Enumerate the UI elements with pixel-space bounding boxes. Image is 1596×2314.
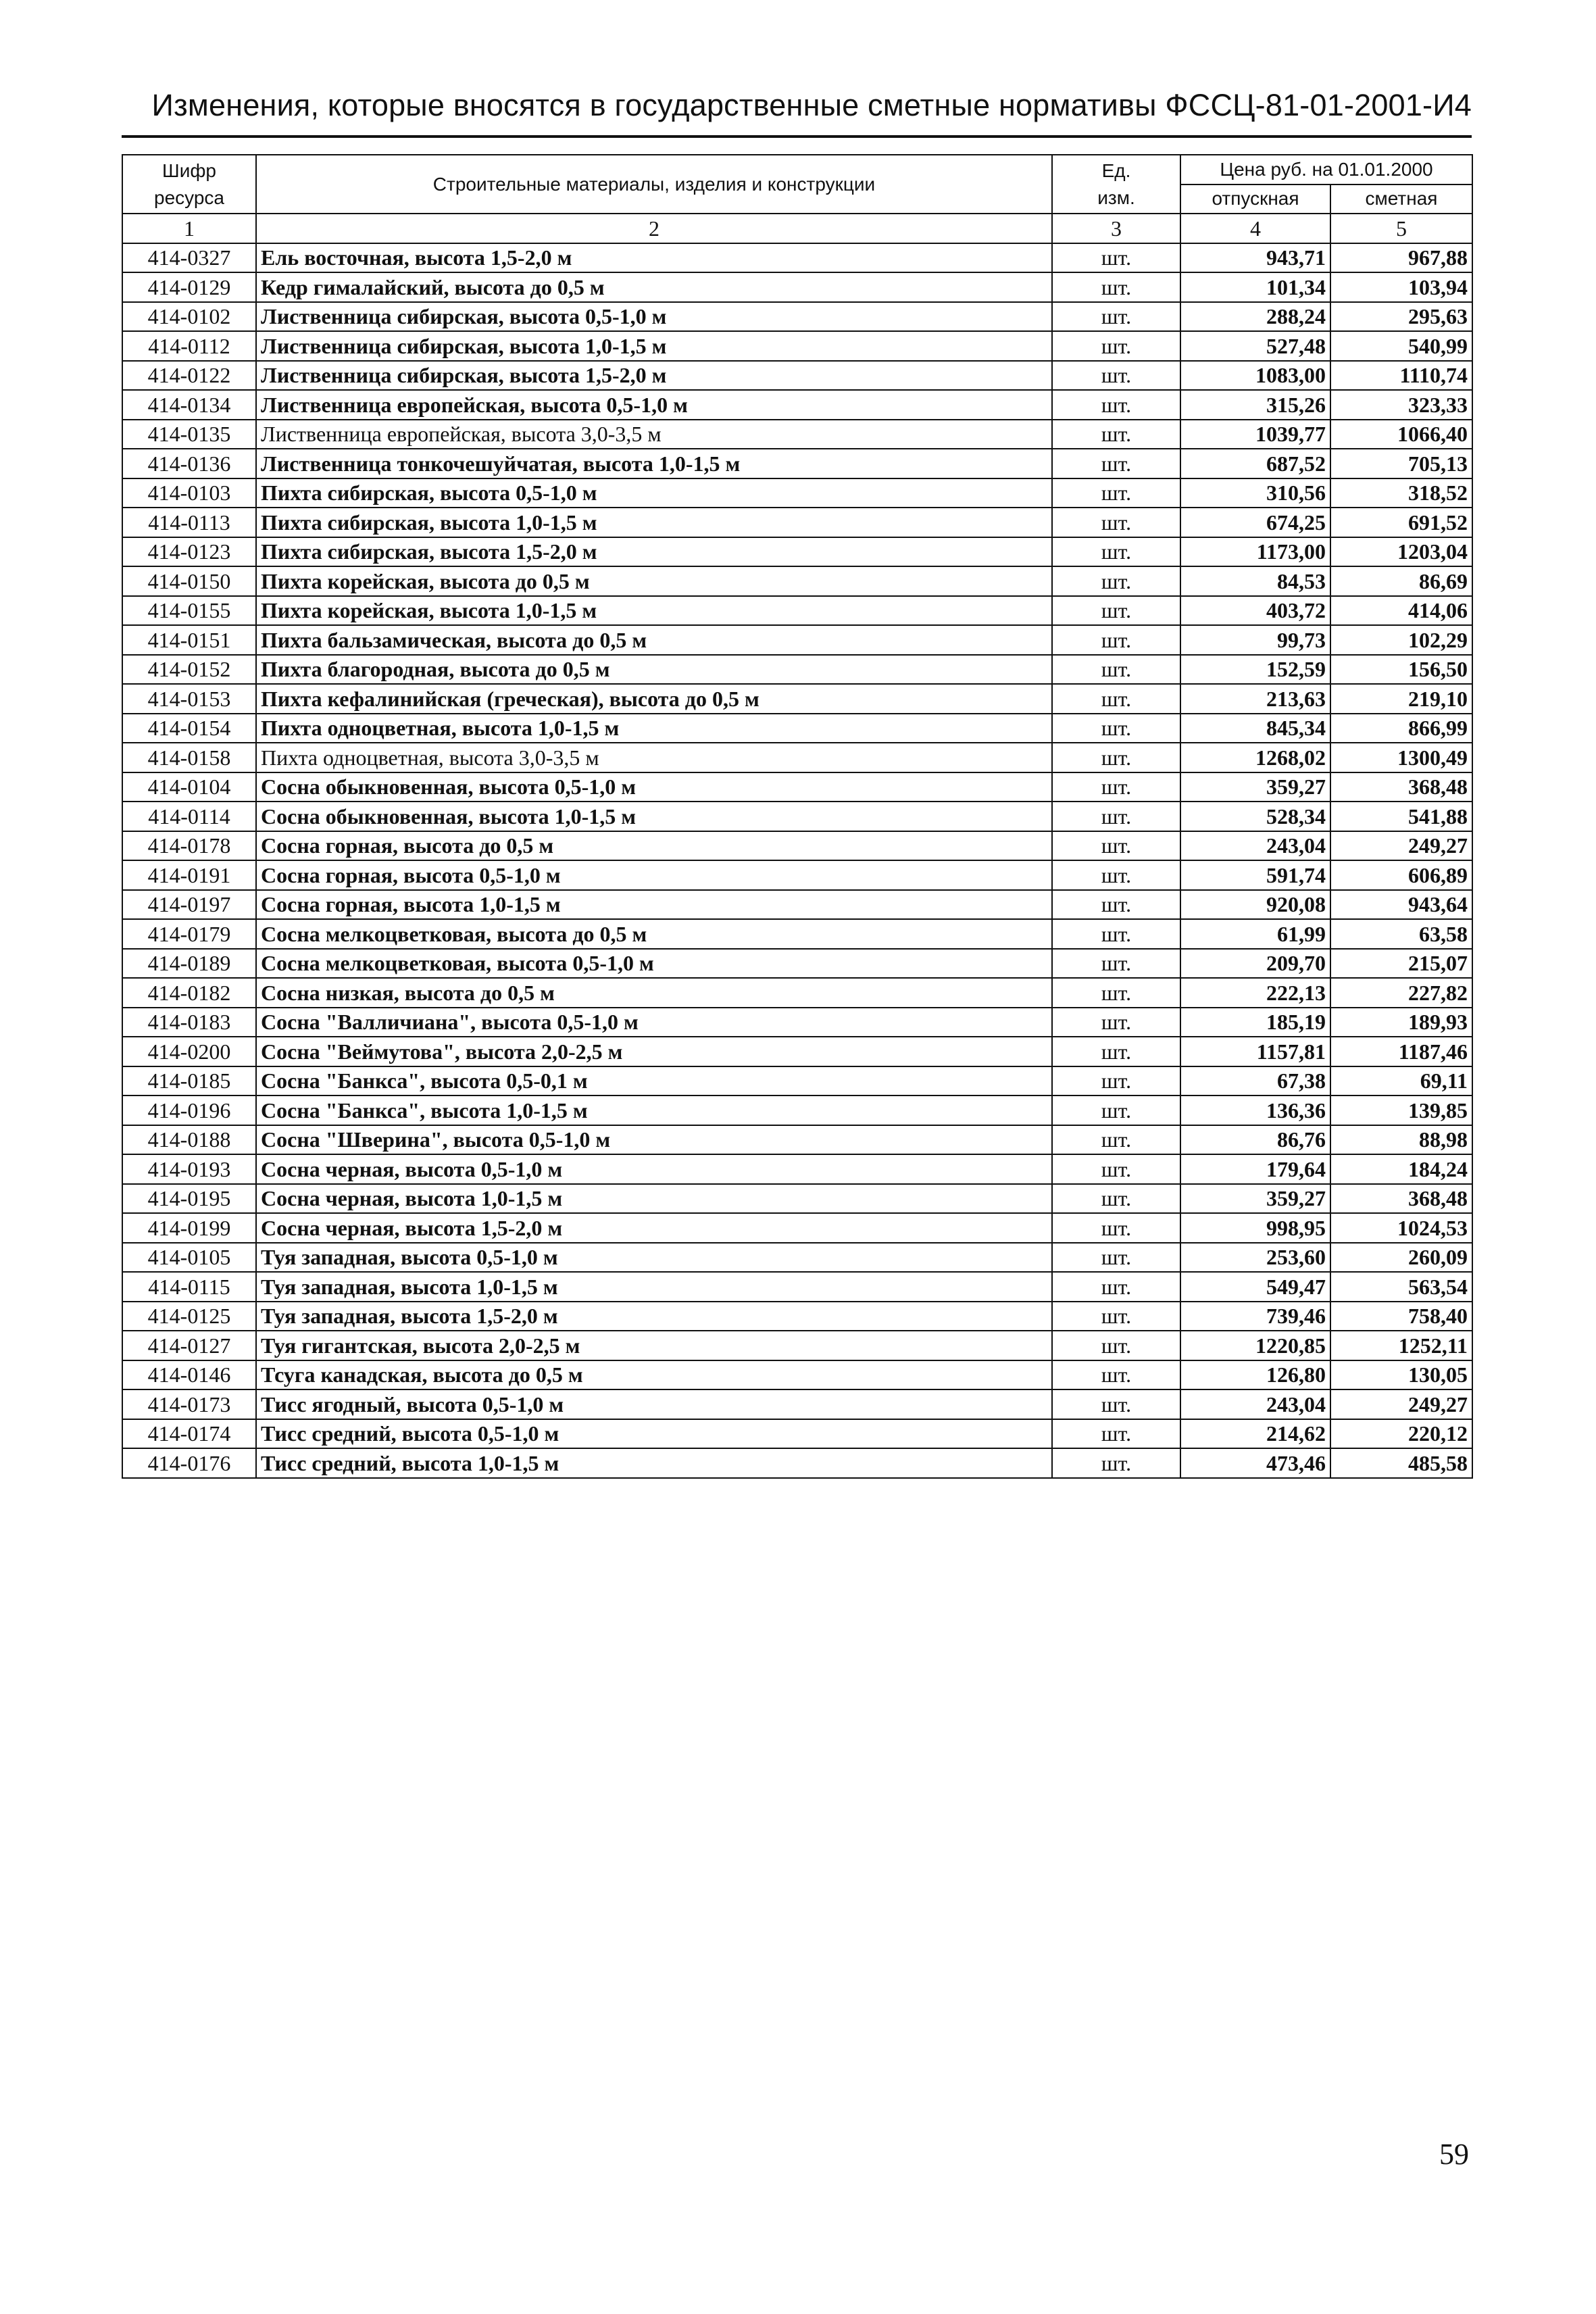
resource-code-cell: 414-0125 <box>122 1302 256 1331</box>
resource-code-cell: 414-0104 <box>122 772 256 802</box>
table-row <box>122 1360 1472 1390</box>
estimate-price-cell: 540,99 <box>1330 331 1472 361</box>
unit-cell: шт. <box>1052 655 1180 685</box>
unit-cell: шт. <box>1052 802 1180 831</box>
table-row <box>122 1096 1472 1125</box>
unit-cell: шт. <box>1052 361 1180 391</box>
release-price-cell: 1268,02 <box>1180 743 1330 772</box>
column-header-price-estimate: сметная <box>1330 184 1472 214</box>
table-row <box>122 1125 1472 1155</box>
table-body <box>122 243 1472 1478</box>
material-name-cell: Пихта сибирская, высота 0,5-1,0 м <box>256 478 1052 508</box>
release-price-cell: 591,74 <box>1180 860 1330 890</box>
resource-price-table <box>122 154 1473 1479</box>
estimate-price-cell: 368,48 <box>1330 772 1472 802</box>
unit-cell: шт. <box>1052 714 1180 743</box>
resource-code-cell: 414-0178 <box>122 831 256 861</box>
table-row <box>122 566 1472 596</box>
release-price-cell: 1173,00 <box>1180 537 1330 567</box>
estimate-price-cell: 606,89 <box>1330 860 1472 890</box>
estimate-price-cell: 318,52 <box>1330 478 1472 508</box>
resource-code-cell: 414-0193 <box>122 1154 256 1184</box>
estimate-price-cell: 323,33 <box>1330 390 1472 420</box>
release-price-cell: 101,34 <box>1180 272 1330 302</box>
release-price-cell: 243,04 <box>1180 1389 1330 1419</box>
estimate-price-cell: 260,09 <box>1330 1243 1472 1273</box>
table-row <box>122 1008 1472 1037</box>
table-row <box>122 919 1472 949</box>
table-row <box>122 743 1472 772</box>
column-number: 5 <box>1330 214 1472 243</box>
material-name-cell: Лиственница сибирская, высота 1,5-2,0 м <box>256 361 1052 391</box>
table-row <box>122 772 1472 802</box>
header-rule <box>122 135 1472 138</box>
unit-cell: шт. <box>1052 1037 1180 1066</box>
release-price-cell: 527,48 <box>1180 331 1330 361</box>
material-name-cell: Сосна мелкоцветковая, высота до 0,5 м <box>256 919 1052 949</box>
release-price-cell: 209,70 <box>1180 949 1330 979</box>
estimate-price-cell: 1110,74 <box>1330 361 1472 391</box>
resource-code-cell: 414-0123 <box>122 537 256 567</box>
material-name-cell: Сосна "Банкса", высота 0,5-0,1 м <box>256 1066 1052 1096</box>
table-row <box>122 1272 1472 1302</box>
material-name-cell: Пихта корейская, высота до 0,5 м <box>256 566 1052 596</box>
release-price-cell: 243,04 <box>1180 831 1330 861</box>
material-name-cell: Пихта одноцветная, высота 3,0-3,5 м <box>256 743 1052 772</box>
unit-cell: шт. <box>1052 449 1180 478</box>
material-name-cell: Пихта сибирская, высота 1,5-2,0 м <box>256 537 1052 567</box>
table-row <box>122 1066 1472 1096</box>
release-price-cell: 67,38 <box>1180 1066 1330 1096</box>
table-row <box>122 243 1472 273</box>
estimate-price-cell: 189,93 <box>1330 1008 1472 1037</box>
release-price-cell: 136,36 <box>1180 1096 1330 1125</box>
document-header-title: Изменения, которые вносятся в государственные сметные нормативы ФССЦ-81-01-2001-И4 <box>151 88 1472 122</box>
table-row <box>122 1302 1472 1331</box>
column-header-unit-line2: изм. <box>1097 187 1135 208</box>
estimate-price-cell: 866,99 <box>1330 714 1472 743</box>
table-row <box>122 508 1472 537</box>
resource-code-cell: 414-0158 <box>122 743 256 772</box>
material-name-cell: Лиственница сибирская, высота 0,5-1,0 м <box>256 302 1052 332</box>
resource-code-cell: 414-0152 <box>122 655 256 685</box>
table-row <box>122 1331 1472 1360</box>
table-row <box>122 1243 1472 1273</box>
estimate-price-cell: 219,10 <box>1330 684 1472 714</box>
column-header-code <box>122 155 256 214</box>
resource-code-cell: 414-0114 <box>122 802 256 831</box>
release-price-cell: 84,53 <box>1180 566 1330 596</box>
table-row <box>122 1154 1472 1184</box>
release-price-cell: 1039,77 <box>1180 420 1330 449</box>
material-name-cell: Туя западная, высота 1,5-2,0 м <box>256 1302 1052 1331</box>
release-price-cell: 998,95 <box>1180 1213 1330 1243</box>
table-row <box>122 1037 1472 1066</box>
column-header-name: Строительные материалы, изделия и конструкции <box>256 155 1052 214</box>
material-name-cell: Сосна горная, высота 0,5-1,0 м <box>256 860 1052 890</box>
material-name-cell: Сосна низкая, высота до 0,5 м <box>256 978 1052 1008</box>
material-name-cell: Сосна обыкновенная, высота 0,5-1,0 м <box>256 772 1052 802</box>
release-price-cell: 214,62 <box>1180 1419 1330 1449</box>
material-name-cell: Лиственница тонкочешуйчатая, высота 1,0-1,5 м <box>256 449 1052 478</box>
material-name-cell: Ель восточная, высота 1,5-2,0 м <box>256 243 1052 273</box>
release-price-cell: 739,46 <box>1180 1302 1330 1331</box>
resource-code-cell: 414-0200 <box>122 1037 256 1066</box>
table-row <box>122 625 1472 655</box>
estimate-price-cell: 485,58 <box>1330 1448 1472 1478</box>
table-row <box>122 802 1472 831</box>
unit-cell: шт. <box>1052 1154 1180 1184</box>
material-name-cell: Пихта бальзамическая, высота до 0,5 м <box>256 625 1052 655</box>
column-header-code-line2: ресурса <box>154 187 224 208</box>
estimate-price-cell: 156,50 <box>1330 655 1472 685</box>
release-price-cell: 687,52 <box>1180 449 1330 478</box>
unit-cell: шт. <box>1052 1448 1180 1478</box>
material-name-cell: Пихта корейская, высота 1,0-1,5 м <box>256 596 1052 626</box>
estimate-price-cell: 541,88 <box>1330 802 1472 831</box>
release-price-cell: 920,08 <box>1180 890 1330 920</box>
resource-code-cell: 414-0196 <box>122 1096 256 1125</box>
estimate-price-cell: 88,98 <box>1330 1125 1472 1155</box>
estimate-price-cell: 1203,04 <box>1330 537 1472 567</box>
table-row <box>122 361 1472 391</box>
unit-cell: шт. <box>1052 1389 1180 1419</box>
resource-code-cell: 414-0154 <box>122 714 256 743</box>
material-name-cell: Лиственница сибирская, высота 1,0-1,5 м <box>256 331 1052 361</box>
resource-code-cell: 414-0115 <box>122 1272 256 1302</box>
column-number-row <box>122 214 1472 243</box>
material-name-cell: Сосна "Валличиана", высота 0,5-1,0 м <box>256 1008 1052 1037</box>
resource-code-cell: 414-0112 <box>122 331 256 361</box>
column-header-unit-line1: Ед. <box>1101 159 1131 181</box>
resource-code-cell: 414-0151 <box>122 625 256 655</box>
estimate-price-cell: 227,82 <box>1330 978 1472 1008</box>
unit-cell: шт. <box>1052 1096 1180 1125</box>
table-row <box>122 831 1472 861</box>
release-price-cell: 528,34 <box>1180 802 1330 831</box>
unit-cell: шт. <box>1052 420 1180 449</box>
table-row <box>122 714 1472 743</box>
unit-cell: шт. <box>1052 978 1180 1008</box>
resource-code-cell: 414-0191 <box>122 860 256 890</box>
unit-cell: шт. <box>1052 1302 1180 1331</box>
release-price-cell: 943,71 <box>1180 243 1330 273</box>
unit-cell: шт. <box>1052 890 1180 920</box>
unit-cell: шт. <box>1052 596 1180 626</box>
unit-cell: шт. <box>1052 566 1180 596</box>
table-row <box>122 331 1472 361</box>
material-name-cell: Пихта благородная, высота до 0,5 м <box>256 655 1052 685</box>
unit-cell: шт. <box>1052 390 1180 420</box>
resource-code-cell: 414-0122 <box>122 361 256 391</box>
release-price-cell: 213,63 <box>1180 684 1330 714</box>
estimate-price-cell: 102,29 <box>1330 625 1472 655</box>
resource-code-cell: 414-0135 <box>122 420 256 449</box>
estimate-price-cell: 63,58 <box>1330 919 1472 949</box>
release-price-cell: 86,76 <box>1180 1125 1330 1155</box>
page-number: 59 <box>1439 2138 1469 2171</box>
resource-code-cell: 414-0113 <box>122 508 256 537</box>
release-price-cell: 845,34 <box>1180 714 1330 743</box>
estimate-price-cell: 1252,11 <box>1330 1331 1472 1360</box>
estimate-price-cell: 103,94 <box>1330 272 1472 302</box>
material-name-cell: Тсуга канадская, высота до 0,5 м <box>256 1360 1052 1390</box>
table-row <box>122 272 1472 302</box>
estimate-price-cell: 69,11 <box>1330 1066 1472 1096</box>
table-row <box>122 860 1472 890</box>
estimate-price-cell: 943,64 <box>1330 890 1472 920</box>
unit-cell: шт. <box>1052 272 1180 302</box>
table-row <box>122 978 1472 1008</box>
release-price-cell: 222,13 <box>1180 978 1330 1008</box>
resource-code-cell: 414-0153 <box>122 684 256 714</box>
release-price-cell: 359,27 <box>1180 772 1330 802</box>
material-name-cell: Туя западная, высота 0,5-1,0 м <box>256 1243 1052 1273</box>
table-row <box>122 1448 1472 1478</box>
estimate-price-cell: 758,40 <box>1330 1302 1472 1331</box>
table-header-row <box>122 155 1472 184</box>
estimate-price-cell: 220,12 <box>1330 1419 1472 1449</box>
estimate-price-cell: 295,63 <box>1330 302 1472 332</box>
table-row <box>122 537 1472 567</box>
resource-code-cell: 414-0155 <box>122 596 256 626</box>
table-row <box>122 1213 1472 1243</box>
unit-cell: шт. <box>1052 1213 1180 1243</box>
column-header-price-release: отпускная <box>1180 184 1330 214</box>
resource-code-cell: 414-0127 <box>122 1331 256 1360</box>
release-price-cell: 1220,85 <box>1180 1331 1330 1360</box>
material-name-cell: Сосна горная, высота до 0,5 м <box>256 831 1052 861</box>
table-row <box>122 596 1472 626</box>
release-price-cell: 473,46 <box>1180 1448 1330 1478</box>
release-price-cell: 1157,81 <box>1180 1037 1330 1066</box>
unit-cell: шт. <box>1052 831 1180 861</box>
material-name-cell: Пихта кефалинийская (греческая), высота до 0,5 м <box>256 684 1052 714</box>
resource-code-cell: 414-0136 <box>122 449 256 478</box>
release-price-cell: 315,26 <box>1180 390 1330 420</box>
material-name-cell: Сосна обыкновенная, высота 1,0-1,5 м <box>256 802 1052 831</box>
estimate-price-cell: 563,54 <box>1330 1272 1472 1302</box>
resource-code-cell: 414-0189 <box>122 949 256 979</box>
estimate-price-cell: 249,27 <box>1330 831 1472 861</box>
release-price-cell: 185,19 <box>1180 1008 1330 1037</box>
resource-code-cell: 414-0185 <box>122 1066 256 1096</box>
release-price-cell: 126,80 <box>1180 1360 1330 1390</box>
unit-cell: шт. <box>1052 1125 1180 1155</box>
unit-cell: шт. <box>1052 1360 1180 1390</box>
release-price-cell: 1083,00 <box>1180 361 1330 391</box>
column-number: 1 <box>122 214 256 243</box>
release-price-cell: 152,59 <box>1180 655 1330 685</box>
resource-code-cell: 414-0150 <box>122 566 256 596</box>
resource-code-cell: 414-0327 <box>122 243 256 273</box>
column-number: 2 <box>256 214 1052 243</box>
release-price-cell: 549,47 <box>1180 1272 1330 1302</box>
unit-cell: шт. <box>1052 919 1180 949</box>
table-row <box>122 1419 1472 1449</box>
material-name-cell: Кедр гималайский, высота до 0,5 м <box>256 272 1052 302</box>
unit-cell: шт. <box>1052 860 1180 890</box>
resource-code-cell: 414-0129 <box>122 272 256 302</box>
unit-cell: шт. <box>1052 508 1180 537</box>
resource-code-cell: 414-0146 <box>122 1360 256 1390</box>
resource-code-cell: 414-0173 <box>122 1389 256 1419</box>
column-header-unit <box>1052 155 1180 214</box>
unit-cell: шт. <box>1052 243 1180 273</box>
resource-code-cell: 414-0174 <box>122 1419 256 1449</box>
table-row <box>122 420 1472 449</box>
release-price-cell: 403,72 <box>1180 596 1330 626</box>
resource-code-cell: 414-0182 <box>122 978 256 1008</box>
estimate-price-cell: 368,48 <box>1330 1184 1472 1214</box>
table-row <box>122 684 1472 714</box>
table-row <box>122 449 1472 478</box>
estimate-price-cell: 139,85 <box>1330 1096 1472 1125</box>
column-header-code-line1: Шифр <box>162 159 216 181</box>
table-row <box>122 302 1472 332</box>
estimate-price-cell: 130,05 <box>1330 1360 1472 1390</box>
material-name-cell: Тисс средний, высота 1,0-1,5 м <box>256 1448 1052 1478</box>
estimate-price-cell: 691,52 <box>1330 508 1472 537</box>
unit-cell: шт. <box>1052 1331 1180 1360</box>
resource-code-cell: 414-0179 <box>122 919 256 949</box>
release-price-cell: 61,99 <box>1180 919 1330 949</box>
table-row <box>122 390 1472 420</box>
material-name-cell: Пихта одноцветная, высота 1,0-1,5 м <box>256 714 1052 743</box>
release-price-cell: 359,27 <box>1180 1184 1330 1214</box>
release-price-cell: 674,25 <box>1180 508 1330 537</box>
table-row <box>122 1184 1472 1214</box>
table-row <box>122 949 1472 979</box>
unit-cell: шт. <box>1052 772 1180 802</box>
estimate-price-cell: 1066,40 <box>1330 420 1472 449</box>
estimate-price-cell: 414,06 <box>1330 596 1472 626</box>
unit-cell: шт. <box>1052 331 1180 361</box>
unit-cell: шт. <box>1052 1066 1180 1096</box>
unit-cell: шт. <box>1052 1184 1180 1214</box>
column-header-price-group: Цена руб. на 01.01.2000 <box>1180 155 1472 184</box>
unit-cell: шт. <box>1052 1008 1180 1037</box>
resource-code-cell: 414-0199 <box>122 1213 256 1243</box>
resource-code-cell: 414-0195 <box>122 1184 256 1214</box>
estimate-price-cell: 215,07 <box>1330 949 1472 979</box>
release-price-cell: 288,24 <box>1180 302 1330 332</box>
unit-cell: шт. <box>1052 684 1180 714</box>
release-price-cell: 310,56 <box>1180 478 1330 508</box>
column-number: 4 <box>1180 214 1330 243</box>
unit-cell: шт. <box>1052 1272 1180 1302</box>
resource-code-cell: 414-0105 <box>122 1243 256 1273</box>
material-name-cell: Пихта сибирская, высота 1,0-1,5 м <box>256 508 1052 537</box>
material-name-cell: Сосна "Веймутова", высота 2,0-2,5 м <box>256 1037 1052 1066</box>
estimate-price-cell: 249,27 <box>1330 1389 1472 1419</box>
unit-cell: шт. <box>1052 478 1180 508</box>
resource-code-cell: 414-0102 <box>122 302 256 332</box>
resource-code-cell: 414-0134 <box>122 390 256 420</box>
resource-code-cell: 414-0176 <box>122 1448 256 1478</box>
estimate-price-cell: 86,69 <box>1330 566 1472 596</box>
estimate-price-cell: 705,13 <box>1330 449 1472 478</box>
material-name-cell: Лиственница европейская, высота 3,0-3,5 м <box>256 420 1052 449</box>
material-name-cell: Тисс средний, высота 0,5-1,0 м <box>256 1419 1052 1449</box>
resource-code-cell: 414-0183 <box>122 1008 256 1037</box>
unit-cell: шт. <box>1052 1243 1180 1273</box>
release-price-cell: 99,73 <box>1180 625 1330 655</box>
estimate-price-cell: 1187,46 <box>1330 1037 1472 1066</box>
unit-cell: шт. <box>1052 743 1180 772</box>
material-name-cell: Сосна горная, высота 1,0-1,5 м <box>256 890 1052 920</box>
estimate-price-cell: 1300,49 <box>1330 743 1472 772</box>
unit-cell: шт. <box>1052 1419 1180 1449</box>
material-name-cell: Тисс ягодный, высота 0,5-1,0 м <box>256 1389 1052 1419</box>
table-row <box>122 1389 1472 1419</box>
resource-code-cell: 414-0197 <box>122 890 256 920</box>
table-row <box>122 890 1472 920</box>
resource-code-cell: 414-0103 <box>122 478 256 508</box>
material-name-cell: Сосна черная, высота 1,0-1,5 м <box>256 1184 1052 1214</box>
material-name-cell: Туя западная, высота 1,0-1,5 м <box>256 1272 1052 1302</box>
estimate-price-cell: 1024,53 <box>1330 1213 1472 1243</box>
material-name-cell: Сосна "Шверина", высота 0,5-1,0 м <box>256 1125 1052 1155</box>
resource-code-cell: 414-0188 <box>122 1125 256 1155</box>
material-name-cell: Туя гигантская, высота 2,0-2,5 м <box>256 1331 1052 1360</box>
material-name-cell: Сосна "Банкса", высота 1,0-1,5 м <box>256 1096 1052 1125</box>
column-number: 3 <box>1052 214 1180 243</box>
material-name-cell: Сосна мелкоцветковая, высота 0,5-1,0 м <box>256 949 1052 979</box>
unit-cell: шт. <box>1052 625 1180 655</box>
table-row <box>122 478 1472 508</box>
release-price-cell: 179,64 <box>1180 1154 1330 1184</box>
material-name-cell: Сосна черная, высота 1,5-2,0 м <box>256 1213 1052 1243</box>
estimate-price-cell: 184,24 <box>1330 1154 1472 1184</box>
unit-cell: шт. <box>1052 949 1180 979</box>
table-row <box>122 655 1472 685</box>
material-name-cell: Лиственница европейская, высота 0,5-1,0 м <box>256 390 1052 420</box>
estimate-price-cell: 967,88 <box>1330 243 1472 273</box>
material-name-cell: Сосна черная, высота 0,5-1,0 м <box>256 1154 1052 1184</box>
release-price-cell: 253,60 <box>1180 1243 1330 1273</box>
unit-cell: шт. <box>1052 537 1180 567</box>
unit-cell: шт. <box>1052 302 1180 332</box>
